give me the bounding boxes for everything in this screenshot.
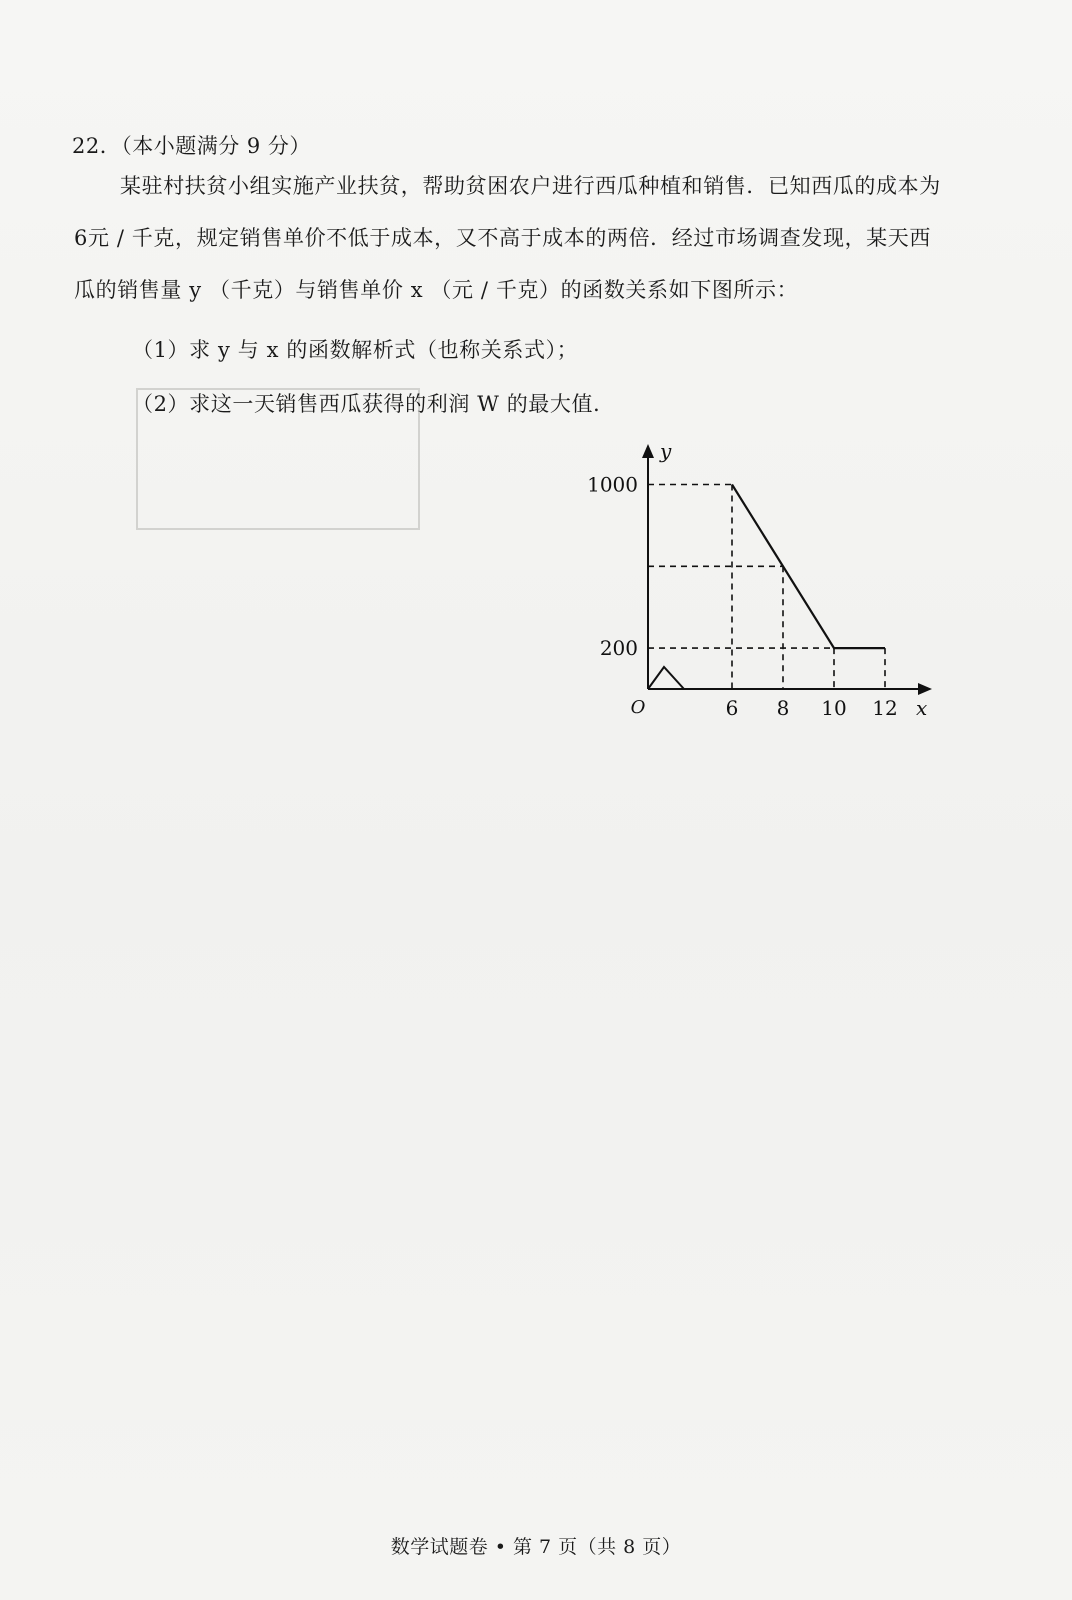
origin-label: O <box>630 697 646 718</box>
x-tick-label-12: 12 <box>872 696 898 720</box>
series-line-1 <box>732 485 885 649</box>
function-graph <box>580 440 940 740</box>
axis-break-mark <box>648 667 684 689</box>
y-axis-arrow <box>642 444 654 458</box>
question-line-3: 瓜的销售量 y （千克）与销售单价 x （元 / 千克）的函数关系如下图所示： <box>74 278 799 302</box>
question-line-1: 某驻村扶贫小组实施产业扶贫，帮助贫困农户进行西瓜种植和销售．已知西瓜的成本为 <box>120 174 941 198</box>
graph-svg <box>580 440 940 740</box>
x-axis-arrow <box>918 683 932 695</box>
question-header: 22．（本小题满分 9 分） <box>72 134 311 158</box>
x-tick-label-10: 10 <box>821 696 847 720</box>
y-tick-label-200: 200 <box>599 636 638 661</box>
part-1: （1）求 y 与 x 的函数解析式（也称关系式）； <box>132 338 579 362</box>
part-2: （2）求这一天销售西瓜获得的利润 W 的最大值． <box>132 392 615 416</box>
x-tick-label-6: 6 <box>725 696 739 720</box>
question-text <box>74 160 1004 316</box>
question-line-2: 6元 / 千克，规定销售单价不低于成本，又不高于成本的两倍．经过市场调查发现，某天西 <box>74 226 931 250</box>
y-tick-label-1000: 1000 <box>587 472 638 497</box>
x-axis-label: x <box>916 696 928 720</box>
y-axis-label: y <box>660 440 672 463</box>
x-tick-label-8: 8 <box>776 696 790 720</box>
page-footer: 数学试题卷 • 第 7 页（共 8 页） <box>390 1536 682 1558</box>
